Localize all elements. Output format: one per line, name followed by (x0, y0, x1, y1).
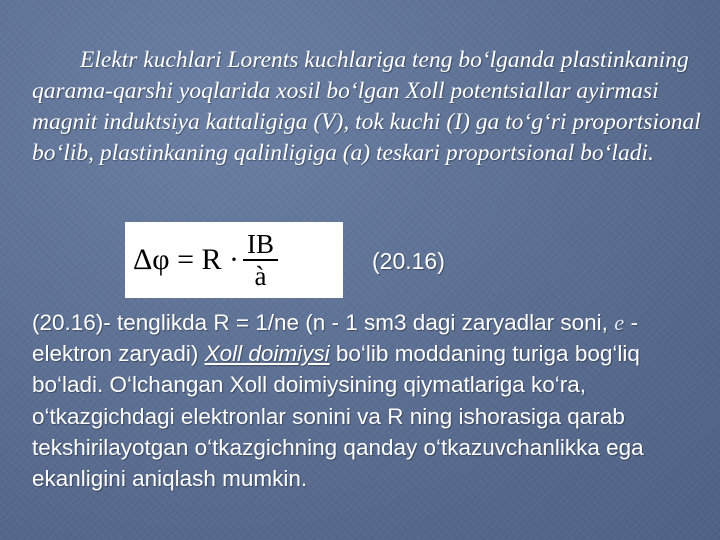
formula-lhs: Δφ = R · (133, 243, 240, 276)
paragraph2-part1: (20.16)- tenglikda R = 1/ne (n - 1 sm3 dagi zaryadlar soni, (32, 310, 608, 335)
formula-fraction (243, 229, 278, 291)
formula-numerator: IB (243, 229, 278, 261)
hall-effect-paragraph (32, 45, 712, 169)
paragraph2-part3: bo‘lib moddaning turiga bog‘liq bo‘ladi. O‘lchangan Xoll doimiysining qiymatlariga ko‘ra, o‘tkazgichdagi elektronlar sonini va R ning ishorasiga qarab tekshirilayotgan o‘tkazgichning qanday o‘tkazuvchanlikka ega ekanligini aniqlash mumkin. (32, 341, 644, 492)
hall-constant-paragraph (32, 307, 716, 494)
equation-number: (20.16) (372, 248, 445, 274)
hall-formula-image (125, 222, 343, 298)
paragraph2-part2: - elektron zaryadi) (32, 310, 638, 367)
paragraph1-text: Elektr kuchlari Lorents kuchlariga teng bo‘lganda plastinkaning qarama-qarshi yoqlarida xosil bo‘lgan Xoll potentsiallar ayirmasi magnit induktsiya kattaligiga (V), tok kuchi (I) ga to‘g‘ri proportsional bo‘lib, plastinkaning qalinligiga (a) teskari proportsional bo‘ladi. (32, 47, 701, 166)
formula-denominator: à (254, 261, 267, 291)
hall-constant-term: Xoll doimiysi (204, 341, 330, 367)
electron-charge-symbol: e (614, 310, 625, 335)
